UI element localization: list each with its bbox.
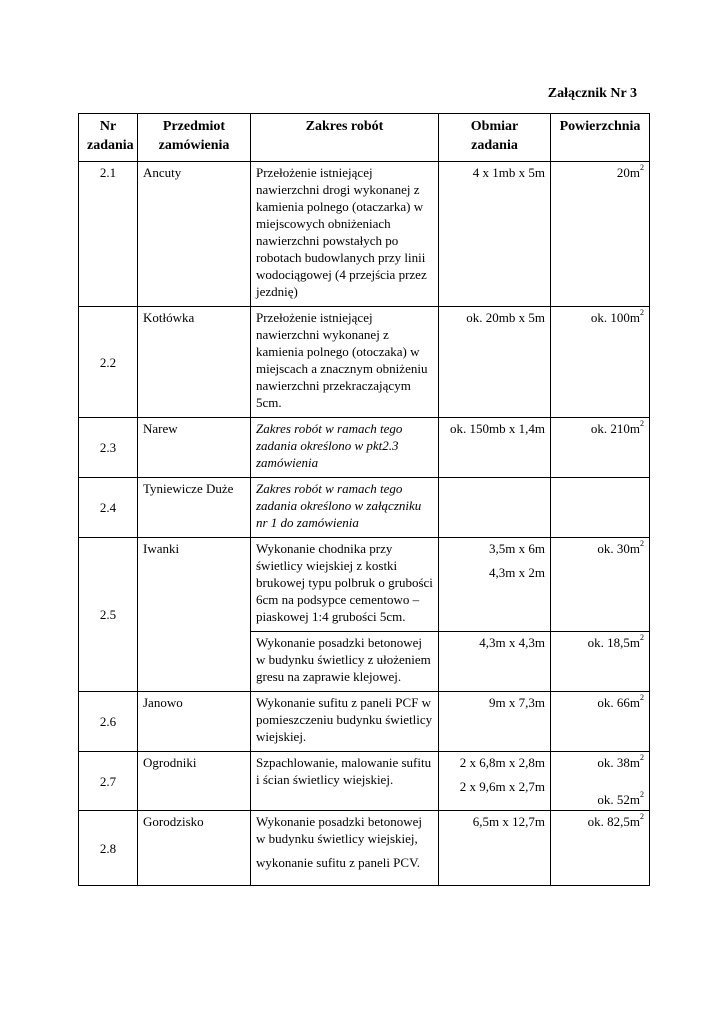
task-area	[551, 307, 650, 418]
measure-line: 2 x 9,6m x 2,7m	[459, 779, 545, 794]
task-place: Ogrodniki	[138, 752, 251, 811]
header-measure: Obmiar zadania	[439, 114, 551, 162]
table-row	[79, 538, 650, 632]
measure-line: 4,3m x 2m	[489, 565, 545, 580]
area-line	[556, 791, 644, 808]
task-number: 2.7	[79, 752, 138, 811]
task-area	[551, 418, 650, 478]
task-place: Gorodzisko	[138, 811, 251, 886]
table-row	[79, 811, 650, 886]
header-scope: Zakres robót	[251, 114, 439, 162]
task-area	[551, 692, 650, 752]
area-unit-exponent: 2	[640, 162, 644, 172]
task-area	[551, 752, 650, 811]
area-line	[556, 754, 644, 771]
area-unit-exponent: 2	[640, 752, 644, 762]
task-number: 2.6	[79, 692, 138, 752]
area-value: ok. 82,5m	[587, 814, 640, 829]
task-place: Narew	[138, 418, 251, 478]
task-scope: Zakres robót w ramach tego zadania określono w pkt2.3 zamówienia	[251, 418, 439, 478]
area-value: ok. 66m	[597, 695, 640, 710]
task-area	[551, 162, 650, 307]
area-value: ok. 18,5m	[587, 635, 640, 650]
task-measure: ok. 150mb x 1,4m	[439, 418, 551, 478]
measure-line: 2 x 6,8m x 2,8m	[459, 755, 545, 770]
area-unit-exponent: 2	[640, 811, 644, 821]
table-row	[79, 752, 650, 811]
header-row	[79, 114, 650, 162]
table-row	[79, 692, 650, 752]
task-number: 2.3	[79, 418, 138, 478]
task-area	[551, 811, 650, 886]
area-unit-exponent: 2	[640, 538, 644, 548]
task-measure: 4 x 1mb x 5m	[439, 162, 551, 307]
task-place: Janowo	[138, 692, 251, 752]
task-number: 2.1	[79, 162, 138, 307]
task-scope: Wykonanie sufitu z paneli PCF w pomieszczeniu budynku świetlicy wiejskiej.	[251, 692, 439, 752]
measure-line: 3,5m x 6m	[489, 541, 545, 556]
area-unit-exponent: 2	[640, 418, 644, 428]
header-subject: Przedmiot zamówienia	[138, 114, 251, 162]
task-area	[551, 538, 650, 632]
task-measure	[439, 478, 551, 538]
task-measure	[439, 538, 551, 632]
task-measure: 9m x 7,3m	[439, 692, 551, 752]
area-value: ok. 38m	[597, 755, 640, 770]
task-measure	[439, 752, 551, 811]
area-unit-exponent: 2	[640, 789, 644, 799]
task-place: Ancuty	[138, 162, 251, 307]
header-area: Powierzchnia	[551, 114, 650, 162]
header-nr: Nr zadania	[79, 114, 138, 162]
works-table	[78, 113, 650, 886]
attachment-label: Załącznik Nr 3	[547, 86, 637, 101]
area-value: ok. 100m	[590, 310, 640, 325]
task-scope	[251, 811, 439, 886]
task-number: 2.5	[79, 538, 138, 692]
area-unit-exponent: 2	[640, 632, 644, 642]
table-row	[79, 418, 650, 478]
task-place: Tyniewicze Duże	[138, 478, 251, 538]
task-measure: ok. 20mb x 5m	[439, 307, 551, 418]
task-scope: Przełożenie istniejącej nawierzchni drogi wykonanej z kamienia polnego (otaczarka) w miejscowych obniżeniach nawierzchni powstałych po robotach budowlanych przy linii wodociągowej (4 przejścia przez jezdnię)	[251, 162, 439, 307]
task-scope: Przełożenie istniejącej nawierzchni wykonanej z kamienia polnego (otoczaka) w miejscach a znacznym obniżeniu nawierzchni przekraczającym 5cm.	[251, 307, 439, 418]
scope-line: wykonanie sufitu z paneli PCV.	[256, 855, 421, 870]
task-scope: Wykonanie chodnika przy świetlicy wiejskiej z kostki brukowej typu polbruk o grubości 6cm na podsypce cementowo –piaskowej 1:4 grubości 5cm.	[251, 538, 439, 632]
task-area	[551, 632, 650, 692]
table-row	[79, 307, 650, 418]
scope-line: Wykonanie posadzki betonowej w budynku świetlicy wiejskiej,	[256, 814, 423, 846]
task-number: 2.4	[79, 478, 138, 538]
area-value: ok. 30m	[597, 541, 640, 556]
table-row	[79, 162, 650, 307]
area-unit-exponent: 2	[640, 307, 644, 317]
task-measure: 6,5m x 12,7m	[439, 811, 551, 886]
area-value: ok. 210m	[590, 421, 640, 436]
area-value: ok. 52m	[597, 792, 640, 807]
task-measure: 4,3m x 4,3m	[439, 632, 551, 692]
area-unit-exponent: 2	[640, 692, 644, 702]
task-number: 2.2	[79, 307, 138, 418]
task-area	[551, 478, 650, 538]
area-value: 20m	[616, 165, 640, 180]
task-scope: Zakres robót w ramach tego zadania określono w załączniku nr 1 do zamówienia	[251, 478, 439, 538]
task-scope: Wykonanie posadzki betonowej w budynku świetlicy z ułożeniem gresu na zaprawie klejowej.	[251, 632, 439, 692]
task-number: 2.8	[79, 811, 138, 886]
table-row	[79, 478, 650, 538]
task-place: Iwanki	[138, 538, 251, 692]
task-place: Kotłówka	[138, 307, 251, 418]
task-scope: Szpachlowanie, malowanie sufitu i ścian świetlicy wiejskiej.	[251, 752, 439, 811]
